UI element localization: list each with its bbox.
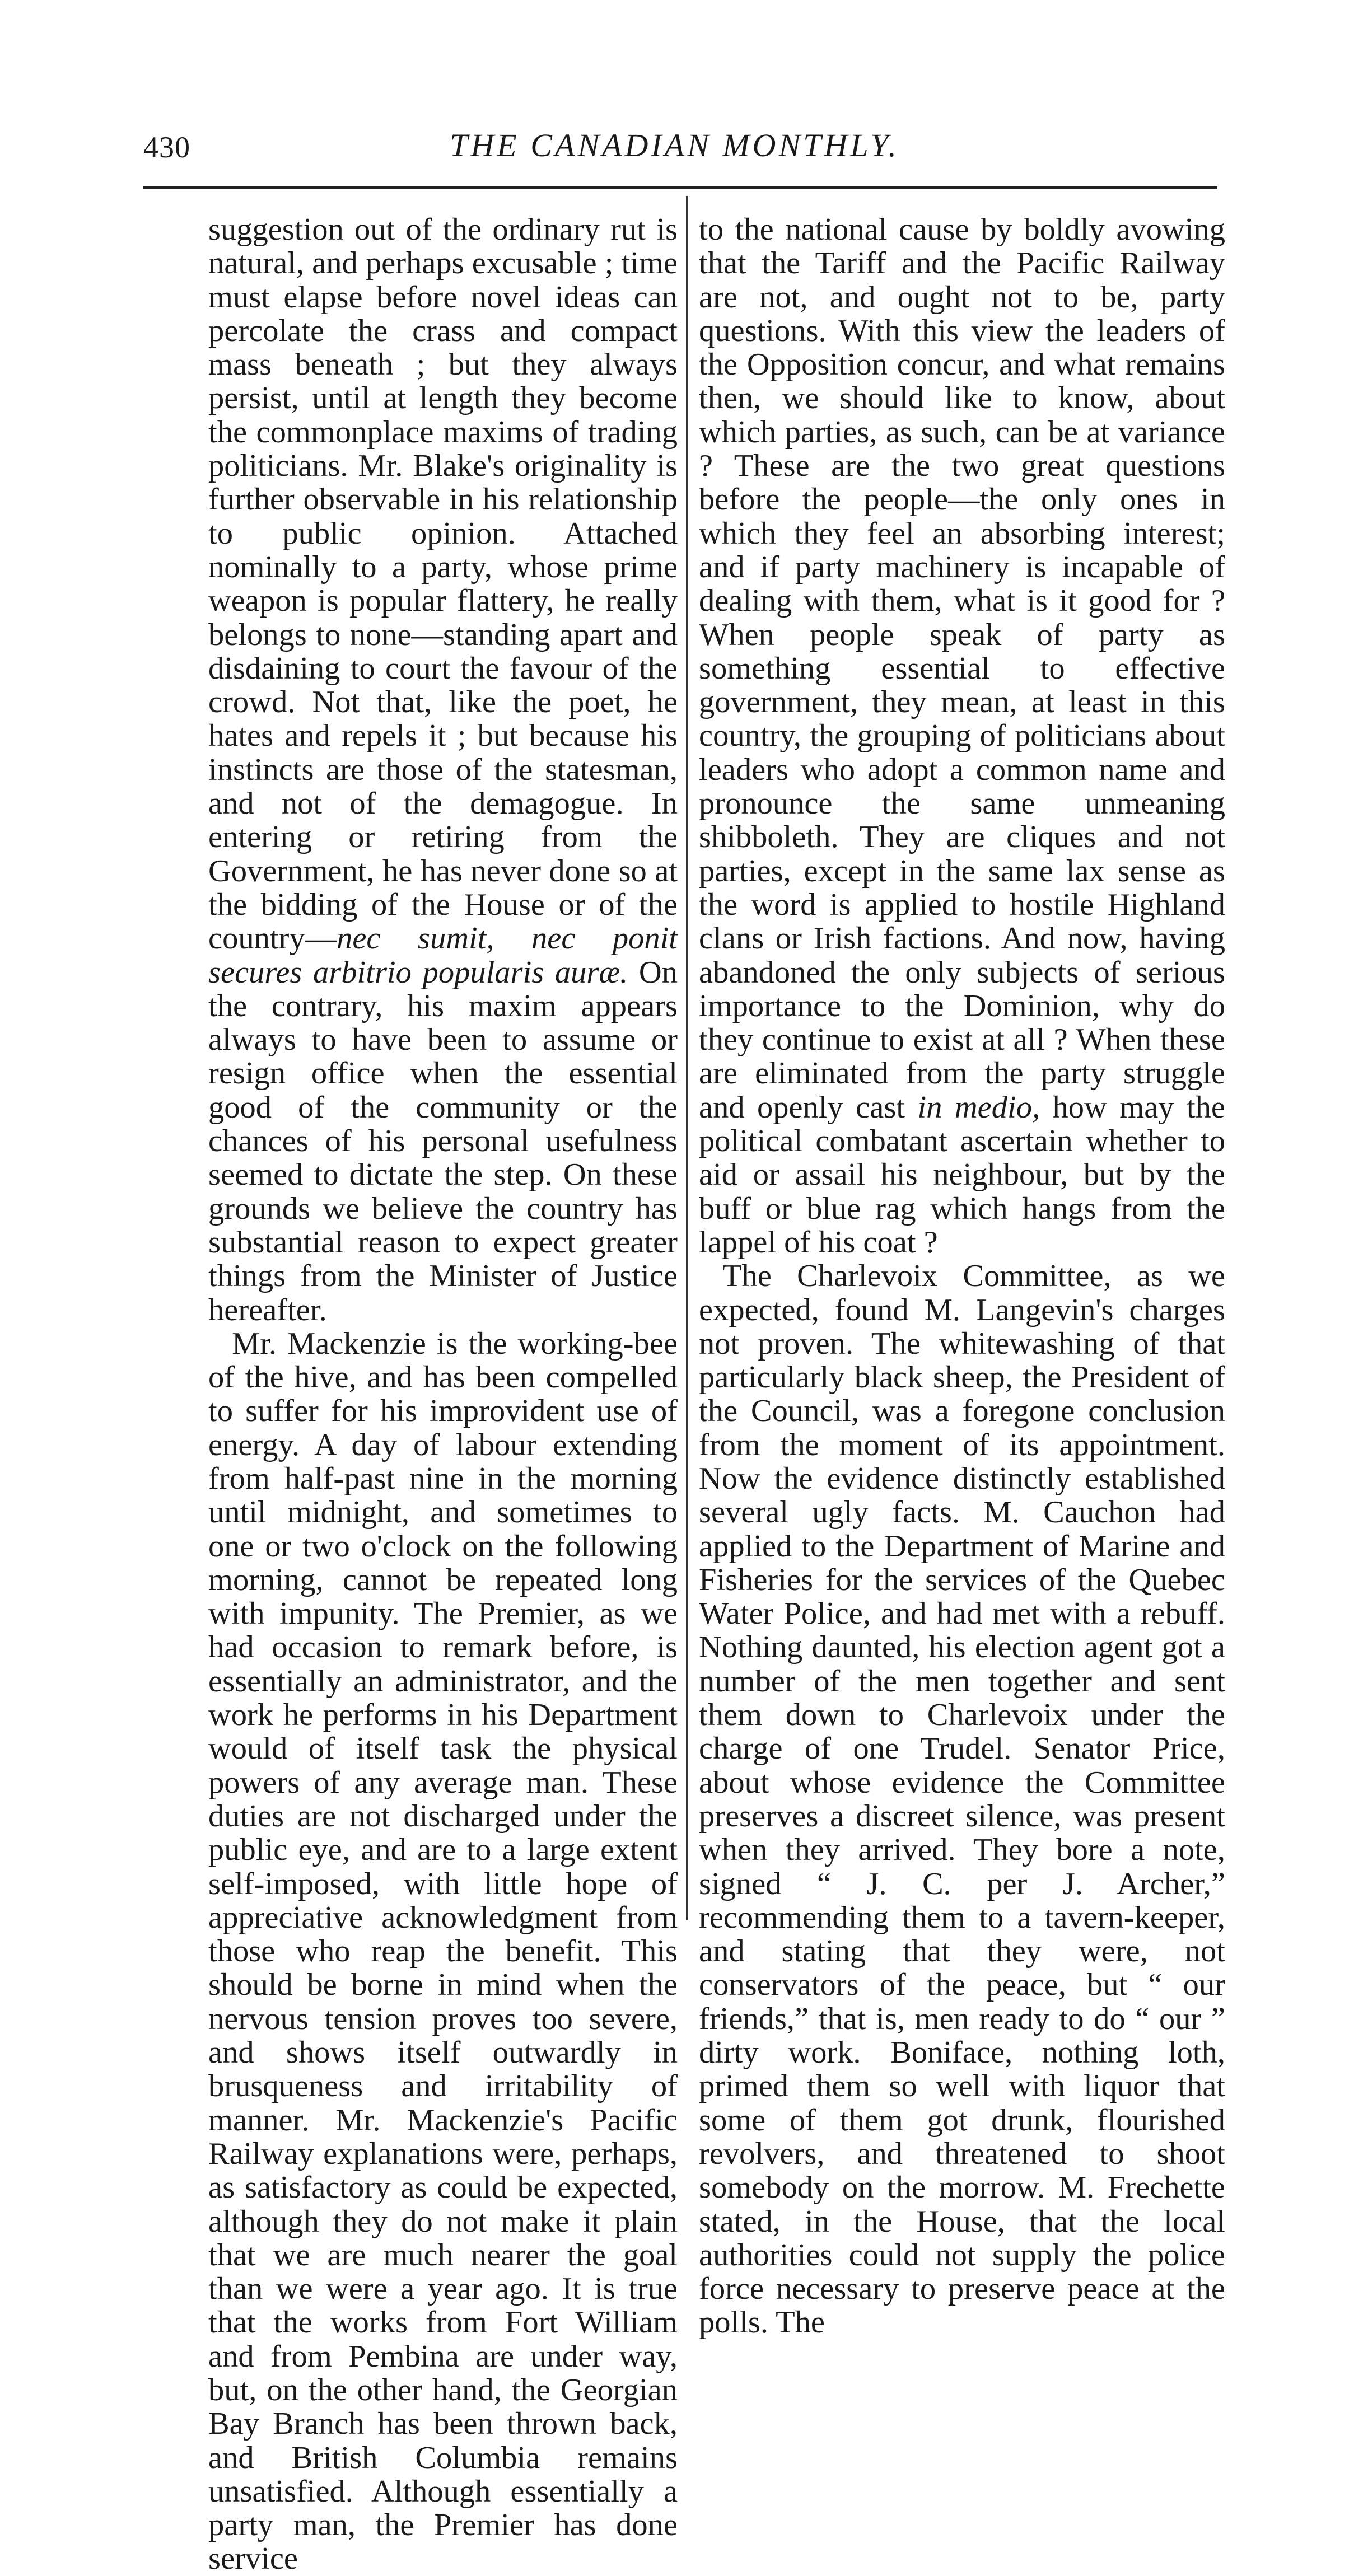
right-paragraph-1-text-a: to the national cause by boldly avowing that the Tariff and the Pacific Railway are not, and ought not to be, party questions. With this view the leaders of the Opposition concur, and what remains then, we should like to know, about which parties, as such, can be at variance ? These are the two great questions before the people—the only ones in which they feel an absorbing interest; and if party machinery is incapable of dealing with them, what is it good for ? When people speak of party as something essential to effective government, they mean, at least in this country, the grouping of politicians about leaders who adopt a common name and pronounce the same unmeaning shibboleth. They are cliques and not parties, except in the same lax sense as the word is applied to hostile Highland clans or Irish factions. And now, having abandoned the only subjects of serious importance to the Dominion, why do they continue to exist at all ? When these are eliminated from the party struggle and openly cast [699,212,1225,1125]
left-paragraph-1 [208,213,678,1327]
right-paragraph-1 [699,213,1225,1259]
left-paragraph-1-text-a: suggestion out of the ordinary rut is natural, and perhaps excusable ; time must elapse before novel ideas can percolate the crass and compact mass beneath ; but they always persist, until at length they become the commonplace maxims of trading politicians. Mr. Blake's originality is further observable in his relationship to public opinion. Attached nominally to a party, whose prime weapon is popular flattery, he really belongs to none—standing apart and disdaining to court the favour of the crowd. Not that, like the poet, he hates and repels it ; but because his instincts are those of the statesman, and not of the demagogue. In entering or retiring from the Government, he has never done so at the bidding of the House or of the country— [208,212,678,956]
running-title: THE CANADIAN MONTHLY. [450,127,899,163]
right-paragraph-1-text-b: how may the political combatant ascertain whether to aid or assail his neighbour, but by the buff or blue rag which hangs from the lappel of his coat ? [699,1090,1225,1260]
left-paragraph-1-text-b: On the contrary, his maxim appears always to have been to assume or resign office when the essential good of the community or the chances of his personal usefulness seemed to dictate the step. On these grounds we believe the country has substantial reason to expect greater things from the Minister of Justice hereafter. [208,955,678,1327]
right-paragraph-2: The Charlevoix Committee, as we expected, found M. Langevin's charges not proven. The whitewashing of that particularly black sheep, the President of the Council, was a foregone conclusion from the moment of its appointment. Now the evidence distinctly established several ugly facts. M. Cauchon had applied to the Department of Marine and Fisheries for the services of the Quebec Water Police, and had met with a rebuff. Nothing daunted, his election agent got a number of the men together and sent them down to Charlevoix under the charge of one Trudel. Senator Price, about whose evidence the Committee preserves a discreet silence, was present when they arrived. They bore a note, signed “ J. C. per J. Archer,” recommending them to a tavern-keeper, and stating that they were, not conservators of the peace, but “ our friends,” that is, men ready to do “ our ” dirty work. Boniface, nothing loth, primed them so well with liquor that some of them got drunk, flourished revolvers, and threatened to shoot somebody on the morrow. M. Frechette stated, in the House, that the local authorities could not supply the police force necessary to preserve peace at the polls. The [699,1259,1225,2340]
column-divider [686,196,688,1920]
page-number: 430 [143,130,190,164]
header-rule [143,186,1217,189]
left-column [208,212,678,2576]
right-column [699,212,1225,2340]
left-paragraph-2: Mr. Mackenzie is the working-bee of the hive, and has been compelled to suffer for his improvident use of energy. A day of labour extending from half-past nine in the morning until midnight, and sometimes to one or two o'clock on the following morning, cannot be repeated long with impunity. The Premier, as we had occasion to remark before, is essentially an administrator, and the work he performs in his Department would of itself task the physical powers of any average man. These duties are not discharged under the public eye, and are to a large extent self-imposed, with little hope of appreciative acknowledgment from those who reap the benefit. This should be borne in mind when the nervous tension proves too severe, and shows itself outwardly in brusqueness and irritability of manner. Mr. Mackenzie's Pacific Railway explanations were, perhaps, as satisfactory as could be expected, although they do not make it plain that we are much nearer the goal than we were a year ago. It is true that the works from Fort William and from Pembina are under way, but, on the other hand, the Georgian Bay Branch has been thrown back, and British Columbia remains unsatisfied. Although essentially a party man, the Premier has done service [208,1326,678,2576]
latin-phrase: in medio, [917,1090,1040,1125]
latin-quotation: nec sumit, nec ponit secures arbitrio popularis auræ. [208,921,678,990]
